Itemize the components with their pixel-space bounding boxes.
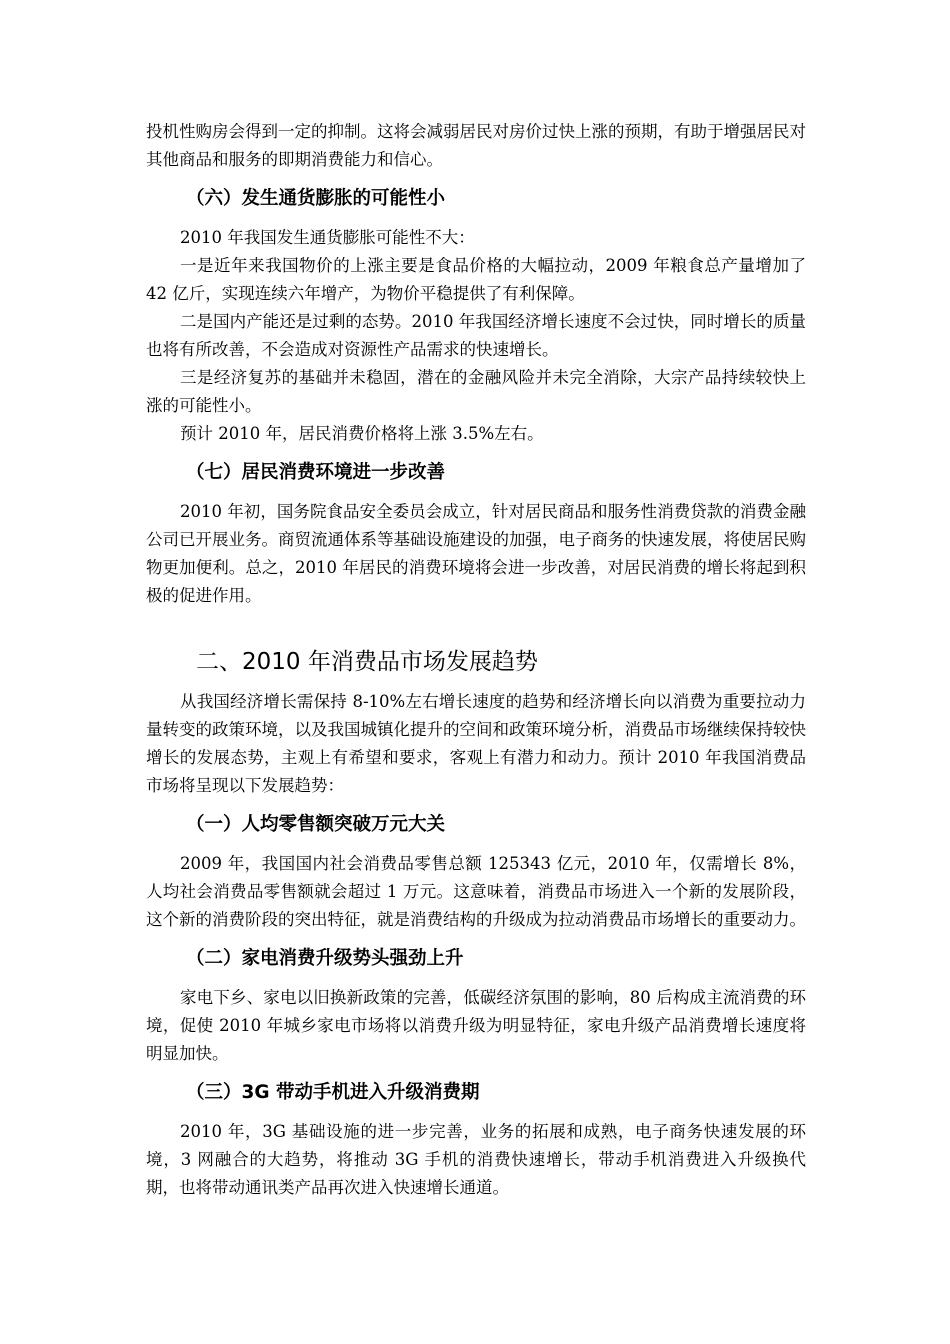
paragraph-inflation-2: 一是近年来我国物价的上涨主要是食品价格的大幅拉动，2009 年粮食总产量增加了 42 亿斤，实现连续六年增产，为物价平稳提供了有利保障。 (146, 256, 806, 303)
paragraph-3g-mobile: 2010 年，3G 基础设施的进一步完善，业务的拓展和成熟，电子商务快速发展的环境，3 网融合的大趋势，将推动 3G 手机的消费快速增长，带动手机消费进入升级换代期，也将带动通讯类产品再次进入快速增长通道。 (146, 1122, 806, 1197)
heading-market-trends: 二、2010 年消费品市场发展趋势 (196, 649, 538, 675)
paragraph-market-trends: 从我国经济增长需保持 8-10%左右增长速度的趋势和经济增长向以消费为重要拉动力量转变的政策环境，以及我国城镇化提升的空间和政策环境分析，消费品市场继续保持较快增长的发展态势，主观上有希望和要求，客观上有潜力和动力。预计 2010 年我国消费品市场将呈现以下发展趋势： (146, 692, 806, 795)
heading-inflation: （六）发生通货膨胀的可能性小 (186, 188, 446, 209)
paragraph-inflation-1: 2010 年我国发生通货膨胀可能性不大： (180, 228, 475, 247)
heading-consumer-environment: （七）居民消费环境进一步改善 (186, 462, 446, 483)
heading-3g-mobile: （三）3G 带动手机进入升级消费期 (186, 1082, 480, 1103)
heading-appliance-upgrade: （二）家电消费升级势头强劲上升 (186, 948, 464, 969)
paragraph-inflation-3: 二是国内产能还是过剩的态势。2010 年我国经济增长速度不会过快，同时增长的质量也将有所改善，不会造成对资源性产品需求的快速增长。 (146, 312, 806, 359)
paragraph-appliance-upgrade: 家电下乡、家电以旧换新政策的完善，低碳经济氛围的影响，80 后构成主流消费的环境，促使 2010 年城乡家电市场将以消费升级为明显特征，家电升级产品消费增长速度将明显加快。 (146, 988, 806, 1063)
heading-retail-per-capita: （一）人均零售额突破万元大关 (186, 814, 446, 835)
paragraph-inflation-5: 预计 2010 年，居民消费价格将上涨 3.5%左右。 (180, 424, 544, 443)
paragraph-intro: 投机性购房会得到一定的抑制。这将会减弱居民对房价过快上涨的预期，有助于增强居民对其他商品和服务的即期消费能力和信心。 (146, 122, 806, 169)
paragraph-inflation-4: 三是经济复苏的基础并未稳固，潜在的金融风险并未完全消除，大宗产品持续较快上涨的可能性小。 (146, 368, 806, 415)
paragraph-retail-per-capita: 2009 年，我国国内社会消费品零售总额 125343 亿元，2010 年，仅需增长 8%，人均社会消费品零售额就会超过 1 万元。这意味着，消费品市场进入一个新的发展阶段，这个新的消费阶段的突出特征，就是消费结构的升级成为拉动消费品市场增长的重要动力。 (146, 854, 806, 929)
paragraph-consumer-environment: 2010 年初，国务院食品安全委员会成立，针对居民商品和服务性消费贷款的消费金融公司已开展业务。商贸流通体系等基础设施建设的加强，电子商务的快速发展，将使居民购物更加便利。总之，2010 年居民的消费环境将会进一步改善，对居民消费的增长将起到积极的促进作用。 (146, 502, 806, 605)
document-page (146, 118, 806, 1202)
